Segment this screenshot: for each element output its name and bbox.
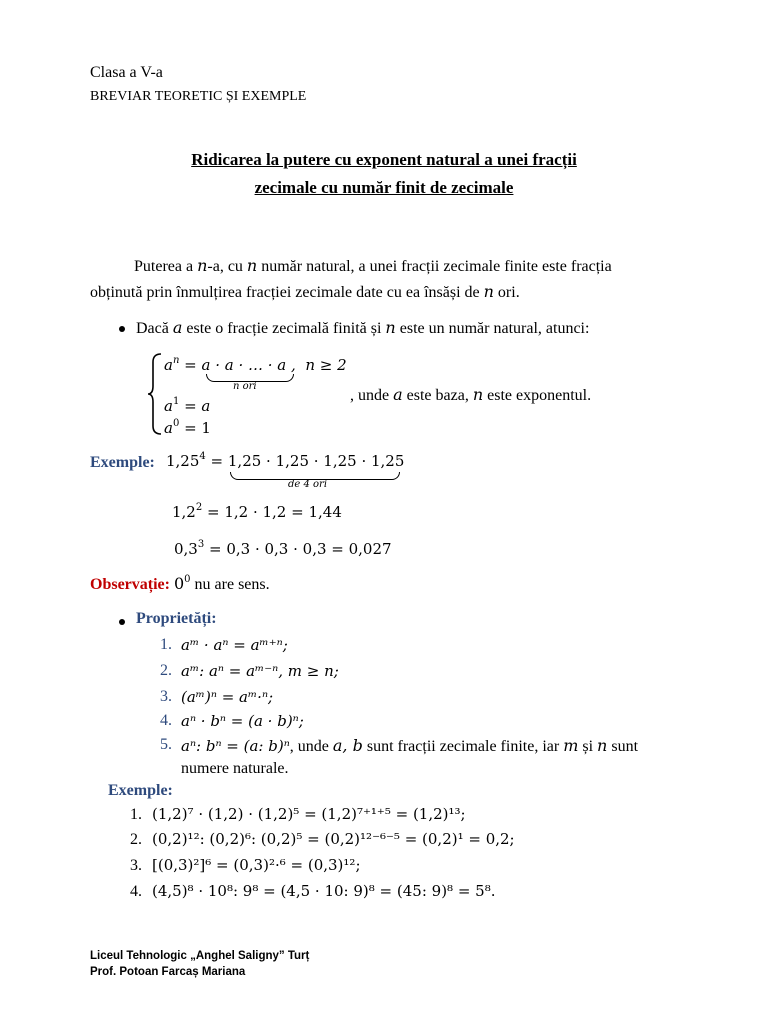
example-1: $1,25^4 = 1,25 \cdot 1,25 \cdot 1,25 \cdot 1,25$ bbox=[166, 451, 405, 470]
definition-line2: $a^1 = a$ bbox=[164, 396, 211, 415]
document-subtitle: BREVIAR TEORETIC ȘI EXEMPLE bbox=[90, 89, 307, 104]
property-number: 2. bbox=[160, 662, 172, 679]
property-1: aᵐ · aⁿ = aᵐ⁺ⁿ; bbox=[181, 636, 288, 654]
property-number: 4. bbox=[160, 712, 172, 729]
definition-line1: $a^n = a \cdot a$ · … · a , n ≥ 2 bbox=[164, 355, 347, 374]
observation: Observație: $0^0$ nu are sens. bbox=[90, 574, 270, 593]
example-number: 1. bbox=[130, 806, 142, 823]
example-item-3: [(0,3)²]⁶ = (0,3)²·⁶ = (0,3)¹²; bbox=[152, 856, 361, 874]
property-number: 1. bbox=[160, 636, 172, 653]
footer-school: Liceul Tehnologic „Anghel Saligny” Turț bbox=[90, 950, 310, 962]
footer-teacher: Prof. Potoan Farcaș Mariana bbox=[90, 966, 246, 978]
property-5-continued: numere naturale. bbox=[181, 760, 289, 777]
example-item-1: (1,2)⁷ · (1,2) · (1,2)⁵ = (1,2)⁷⁺¹⁺⁵ = (1,2)¹³; bbox=[152, 805, 466, 823]
property-2: aᵐ: aⁿ = aᵐ⁻ⁿ, m ≥ n; bbox=[181, 662, 339, 680]
page-title-line2: zecimale cu număr finit de zecimale bbox=[254, 178, 514, 197]
definition-line3: $a^0 = 1$ bbox=[164, 418, 211, 437]
example-item-2: (0,2)¹²: (0,2)⁶: (0,2)⁵ = (0,2)¹²⁻⁶⁻⁵ = (0,2)¹ = 0,2; bbox=[152, 830, 515, 848]
intro-line2: obținută prin înmulțirea fracției zecimale date cu ea însăși de n ori. bbox=[90, 282, 520, 301]
example-number: 2. bbox=[130, 831, 142, 848]
property-5: aⁿ: bⁿ = (a: b)ⁿ, unde a, b sunt fracții zecimale finite, iar m și n sunt bbox=[181, 736, 639, 755]
examples-label: Exemple: bbox=[90, 454, 155, 471]
bullet-icon bbox=[119, 619, 125, 625]
left-brace-icon bbox=[146, 352, 164, 436]
intro-line1: Puterea a n-a, cu n număr natural, a unei fracții zecimale finite este fracția bbox=[134, 256, 612, 275]
definition-explanation: , unde a este baza, n este exponentul. bbox=[350, 385, 592, 404]
example-number: 4. bbox=[130, 883, 142, 900]
example-3: $0,3^3 = 0,3 \cdot 0,3 \cdot 0,3 = 0,027$ bbox=[174, 539, 392, 558]
property-4: aⁿ · bⁿ = (a · b)ⁿ; bbox=[181, 712, 304, 730]
example-number: 3. bbox=[130, 857, 142, 874]
example-2: $1,2^2 = 1,2 \cdot 1,2 = 1,44$ bbox=[172, 502, 342, 521]
underbrace-label: de 4 ori bbox=[288, 479, 328, 490]
properties-label: Proprietăți: bbox=[136, 610, 217, 627]
example-item-4: (4,5)⁸ · 10⁸: 9⁸ = (4,5 · 10: 9)⁸ = (45: 9)⁸ = 5⁸. bbox=[152, 882, 496, 900]
examples-label: Exemple: bbox=[108, 782, 173, 799]
class-label: Clasa a V-a bbox=[90, 64, 163, 81]
property-3: (aᵐ)ⁿ = aᵐ·ⁿ; bbox=[181, 688, 274, 706]
property-number: 3. bbox=[160, 688, 172, 705]
page-title-line1: Ridicarea la putere cu exponent natural a unei fracții bbox=[191, 150, 577, 169]
definition-bullet: Dacă a este o fracție zecimală finită și n este un număr natural, atunci: bbox=[136, 318, 590, 337]
property-number: 5. bbox=[160, 736, 172, 753]
bullet-icon bbox=[119, 326, 125, 332]
underbrace-label: n ori bbox=[233, 381, 257, 392]
